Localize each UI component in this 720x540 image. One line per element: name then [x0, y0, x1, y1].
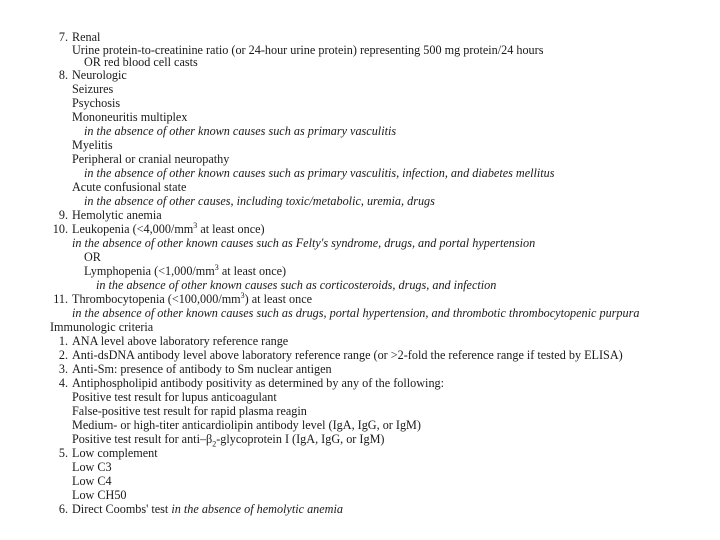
leukopenia-or: OR	[84, 250, 101, 264]
criterion-antiphospholipid: 4. Antiphospholipid antibody positivity as determined by any of the following:	[58, 376, 445, 390]
neuro-confusional-state: Acute confusional state	[72, 180, 187, 194]
criterion-anti-sm: 3. Anti-Sm: presence of antibody to Sm nuclear antigen	[58, 362, 332, 376]
neuro-neuropathy: Peripheral or cranial neuropathy	[72, 152, 230, 166]
neuro-seizures: Seizures	[72, 82, 114, 96]
low-ch50: Low CH50	[72, 488, 127, 502]
lymphopenia: Lymphopenia ($<1,000/mm^3$ at least once)	[84, 262, 287, 278]
neuro-neuropathy-note: in the absence of other known causes such as primary vasculitis, infection, and diabetes mellitus	[84, 166, 555, 180]
neuro-mononeuritis: Mononeuritis multiplex	[72, 110, 188, 124]
thrombocytopenia-note: in the absence of other known causes such as drugs, portal hypertension, and thrombotic thrombocytopenic purpura	[72, 306, 640, 320]
criterion-leukopenia: 10. Leukopenia ($<4,000/mm^3$ at least once)	[52, 220, 265, 236]
neuro-psychosis: Psychosis	[72, 96, 121, 110]
renal-detail: Urine protein-to-creatinine ratio (or 24-hour urine protein) representing 500 mg protein/24 hours	[72, 43, 544, 57]
aph-lupus-anticoagulant: Positive test result for lupus anticoagulant	[72, 390, 277, 404]
criterion-hemolytic-anemia: 9. Hemolytic anemia	[58, 208, 162, 222]
leukopenia-note: in the absence of other known causes such as Felty's syndrome, drugs, and portal hypertension	[72, 236, 536, 250]
criterion-direct-coombs: 6. Direct Coombs' test in the absence of hemolytic anemia	[58, 502, 343, 516]
aph-anticardiolipin: Medium- or high-titer anticardiolipin antibody level (IgA, IgG, or IgM)	[72, 418, 421, 432]
lymphopenia-note: in the absence of other known causes such as corticosteroids, drugs, and infection	[96, 278, 497, 292]
aph-false-positive-rpr: False-positive test result for rapid plasma reagin	[72, 404, 307, 418]
criterion-low-complement: 5. Low complement	[58, 446, 158, 460]
criterion-thrombocytopenia: 11. Thrombocytopenia $(<100,000/mm^3)$ at least once	[53, 290, 313, 306]
neuro-myelitis: Myelitis	[72, 138, 113, 152]
low-c4: Low C4	[72, 474, 112, 488]
criterion-ana: 1. ANA level above laboratory reference range	[58, 334, 289, 348]
immunologic-criteria-heading: Immunologic criteria	[50, 320, 154, 334]
criterion-renal: 7. Renal	[58, 30, 101, 44]
aph-anti-beta2-glycoprotein: Positive test result for anti–$\beta_2$-glycoprotein I (IgA, IgG, or IgM)	[72, 432, 385, 449]
renal-or-casts: OR red blood cell casts	[84, 55, 198, 69]
criterion-anti-dsdna: 2. Anti-dsDNA antibody level above laboratory reference range (or >2-fold the reference range if tested by ELISA)	[58, 348, 623, 362]
neuro-mononeuritis-note: in the absence of other known causes such as primary vasculitis	[84, 124, 397, 138]
low-c3: Low C3	[72, 460, 112, 474]
neuro-confusional-note: in the absence of other causes, including toxic/metabolic, uremia, drugs	[84, 194, 435, 208]
criterion-neurologic: 8. Neurologic	[58, 68, 127, 82]
